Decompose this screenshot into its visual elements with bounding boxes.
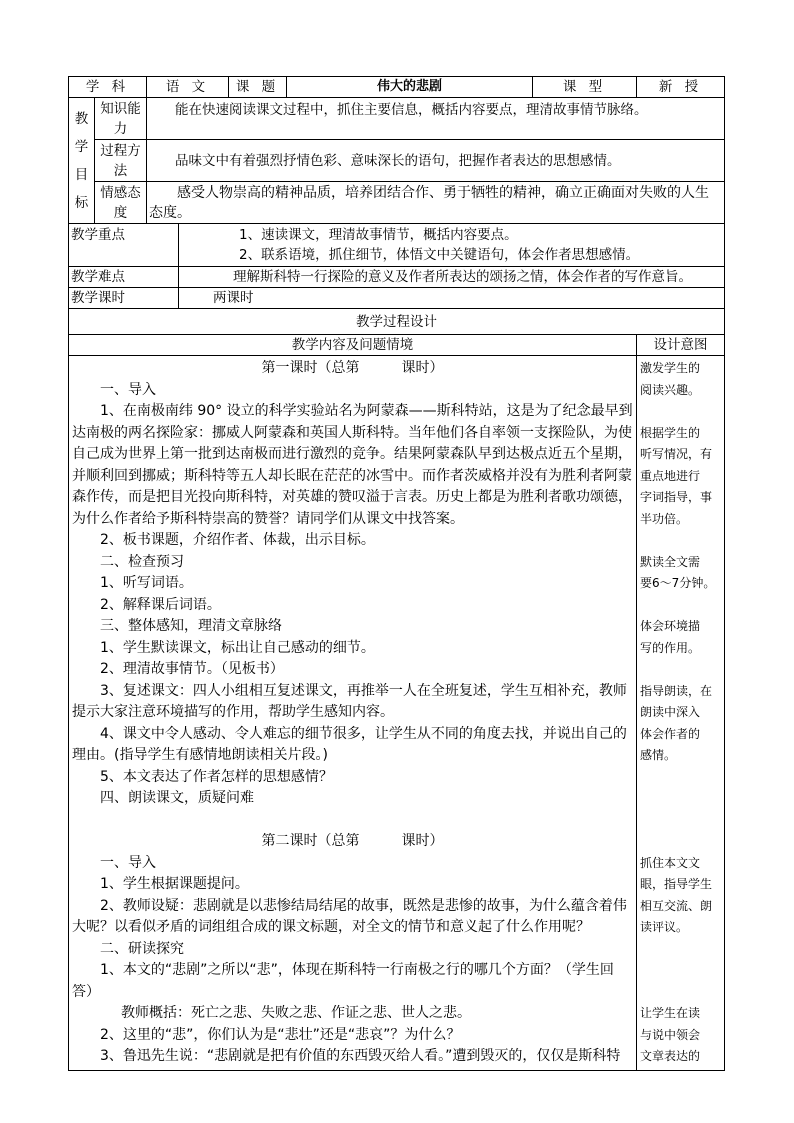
lesson-content — [72, 358, 633, 1068]
intent-note-line — [640, 767, 721, 789]
lesson-paragraph: 5、本文表达了作者怎样的思想感情？ — [100, 768, 333, 785]
hours-row — [69, 288, 725, 309]
lesson-paragraph: 4、课文中令人感动、令人难忘的细节很多，让学生从不同的角度去找，并说出自己的理由。(指导学生有感情地朗读相关片段。) — [72, 725, 627, 763]
objective-row-process — [69, 140, 725, 182]
lesson-paragraph: 1、学生根据课题提问。 — [100, 876, 249, 892]
topic-label: 课 题 — [229, 77, 287, 98]
key-points-label: 教学重点 — [69, 224, 179, 267]
lesson-paragraph: 一、导入 — [100, 381, 156, 398]
intent-note-line: 阅读兴趣。 — [640, 382, 701, 397]
lesson-paragraph: 二、检查预习 — [100, 553, 184, 570]
intent-note-line: 激发学生的 — [640, 361, 701, 375]
lesson-plan-table — [68, 76, 725, 1071]
intent-note-line — [640, 401, 721, 423]
intent-note-line — [640, 595, 721, 617]
intent-note-line: 抓住本文文 — [640, 855, 701, 870]
lesson-paragraph: 教师概括：死亡之悲、失败之悲、作证之悲、世人之悲。 — [121, 1005, 471, 1021]
intent-note-line: 默读全文需 — [640, 554, 701, 569]
column-header-row — [69, 335, 725, 356]
objective-text-knowledge: 能在快速阅读课文过程中，抓住主要信息，概括内容要点，理清故事情节脉络。 — [147, 98, 725, 140]
intent-note-line — [640, 810, 721, 832]
intent-note-line: 重点地进行 — [640, 468, 701, 483]
intent-note-line: 听写情况，有 — [640, 447, 713, 461]
intent-note-line — [640, 982, 721, 1004]
intent-note-line: 相互交流、朗 — [640, 898, 713, 913]
lesson-paragraph: 1、听写词语。 — [100, 575, 193, 591]
intent-note-line — [640, 788, 721, 810]
difficulty-row — [69, 267, 725, 288]
topic-value: 伟大的悲剧 — [287, 77, 533, 98]
lesson-paragraph: 2、板书课题，介绍作者、体裁，出示目标。 — [100, 532, 375, 548]
intent-note-line: 半功倍。 — [640, 511, 689, 526]
objective-text-process: 品味文中有着强烈抒情色彩、意味深长的语句，把握作者表达的思想感情。 — [147, 140, 725, 182]
lesson-paragraph: 第一课时（总第 课时） — [261, 360, 444, 376]
lesson-body-row — [69, 356, 725, 1071]
intent-note-line: 要6～7分钟。 — [640, 576, 716, 590]
objective-label-process: 过程方法 — [95, 140, 147, 182]
intent-note-line — [640, 960, 721, 982]
lesson-paragraph: 1、本文的“悲剧”之所以“悲”，体现在斯科特一行南极之行的哪几个方面？（学生回答） — [72, 962, 614, 1000]
intent-note-line: 朗读中深入 — [640, 705, 701, 719]
lesson-paragraph: 第二课时（总第 课时） — [261, 833, 444, 849]
lesson-paragraph: 二、研读探究 — [100, 940, 184, 957]
subject-value: 语 文 — [147, 77, 229, 98]
intent-notes — [640, 358, 721, 1068]
lesson-paragraph: 一、导入 — [100, 854, 156, 871]
objective-label-attitude: 情感态度 — [95, 182, 147, 224]
intent-notes-cell — [637, 356, 725, 1071]
lesson-paragraph: 1、学生默读课文，标出让自己感动的细节。 — [100, 639, 375, 656]
intent-note-line — [640, 939, 721, 961]
intent-note-line — [640, 530, 721, 552]
intent-note-line: 与说中领会 — [640, 1027, 701, 1042]
subject-label: 学 科 — [69, 77, 147, 98]
objectives-group-label — [69, 98, 95, 224]
intent-note-line: 让学生在读 — [640, 1006, 701, 1020]
lesson-paragraph: 四、朗读课文，质疑问难 — [100, 790, 254, 806]
intent-note-line: 体会环境描 — [640, 619, 701, 633]
hours-text: 两课时 — [179, 288, 725, 309]
key-point-item: 2、联系语境，抓住细节，体悟文中关键语句，体会作者思想感情。 — [239, 247, 640, 263]
objective-text-attitude: 感受人物崇高的精神品质，培养团结合作、勇于牺牲的精神，确立正确面对失败的人生态度。 — [147, 182, 725, 224]
lesson-paragraph: 2、理清故事情节。（见板书） — [100, 661, 284, 677]
objectives-group-text: 教学目标 — [74, 110, 89, 211]
content-column-header: 教学内容及问题情境 — [69, 335, 637, 356]
key-points-row — [69, 224, 725, 267]
lesson-paragraph: 2、解释课后词语。 — [100, 596, 221, 613]
hours-label: 教学课时 — [69, 288, 179, 309]
intent-note-line: 眼，指导学生 — [640, 877, 713, 891]
header-row — [69, 77, 725, 98]
type-label: 课 型 — [533, 77, 637, 98]
key-point-item: 1、速读课文，理清故事情节，概括内容要点。 — [239, 227, 518, 243]
objective-row-attitude — [69, 182, 725, 224]
intent-note-line: 根据学生的 — [640, 425, 701, 440]
intent-note-line — [640, 659, 721, 681]
process-title-row — [69, 309, 725, 335]
intent-note-line: 体会作者的 — [640, 726, 701, 741]
intent-column-header: 设计意图 — [637, 335, 725, 356]
key-points-list — [179, 224, 725, 267]
intent-note-line: 感情。 — [640, 748, 677, 762]
lesson-paragraph: 三、整体感知，理清文章脉络 — [100, 618, 282, 634]
intent-note-line — [640, 831, 721, 853]
lesson-paragraph: 1、在南极南纬 90° 设立的科学实验站名为阿蒙森——斯科特站，这是为了纪念最早到达南极的两名探险家：挪威人阿蒙森和英国人斯科特。当年他们各自率领一支探险队，为使自己成为世界上第一批到达南极而进行激烈的竞争。结果阿蒙森队早到达极点近五个星期，并顺利回到挪威；斯科特等五人却长眠在茫茫的冰雪中。而作者茨威格并没有为胜利者阿蒙森作传，而是把目光投向斯科特，对英雄的赞叹溢于言表。历史上都是为胜利者歌功颂德，为什么作者给予斯科特崇高的赞誉？请同学们从课文中找答案。 — [72, 403, 633, 527]
objective-row-knowledge — [69, 98, 725, 140]
lesson-paragraph — [72, 810, 633, 832]
process-title: 教学过程设计 — [69, 309, 725, 335]
objective-label-knowledge: 知识能力 — [95, 98, 147, 140]
lesson-paragraph: 3、鲁迅先生说：“悲剧就是把有价值的东西毁灭给人看。”遭到毁灭的，仅仅是斯科特 — [100, 1048, 621, 1064]
lesson-paragraph: 2、教师设疑：悲剧就是以悲惨结局结尾的故事，既然是悲惨的故事，为什么蕴含着伟大呢？以看似矛盾的词组组合成的课文标题，对全文的情节和意义起了什么作用呢？ — [72, 897, 627, 935]
difficulty-label: 教学难点 — [69, 267, 179, 288]
lesson-paragraph: 2、这里的“悲”，你们认为是“悲壮”还是“悲哀”？为什么？ — [100, 1026, 461, 1043]
intent-note-line: 读评议。 — [640, 920, 689, 934]
difficulty-text: 理解斯科特一行探险的意义及作者所表达的颂扬之情，体会作者的写作意旨。 — [179, 267, 725, 288]
intent-note-line: 字词指导，事 — [640, 490, 713, 504]
intent-note-line: 文章表达的 — [640, 1049, 701, 1063]
intent-note-line: 写的作用。 — [640, 640, 701, 655]
intent-note-line: 指导朗读，在 — [640, 683, 713, 698]
type-value: 新 授 — [637, 77, 725, 98]
lesson-content-cell — [69, 356, 637, 1071]
lesson-paragraph: 3、复述课文：四人小组相互复述课文，再推举一人在全班复述，学生互相补充，教师提示大家注意环境描写的作用，帮助学生感知内容。 — [72, 682, 627, 720]
